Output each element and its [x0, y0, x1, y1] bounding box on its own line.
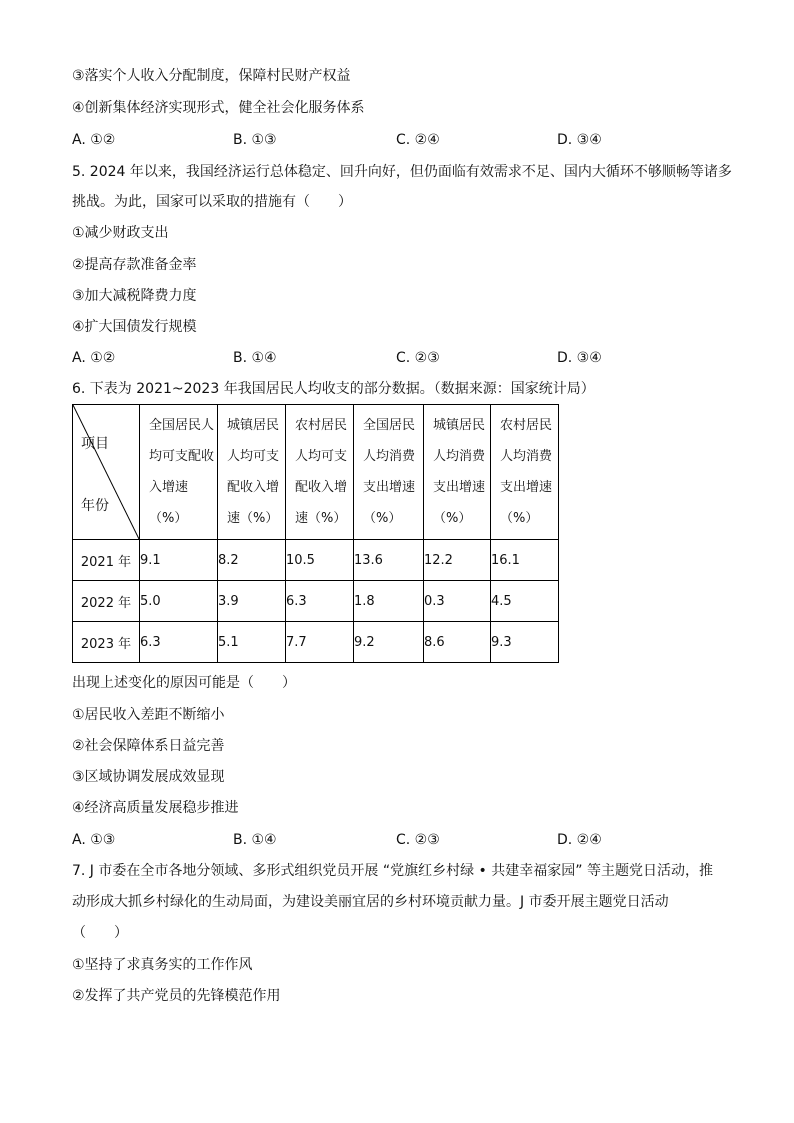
table-value-cell: 9.2 [354, 622, 424, 663]
q4-option-c: C. ②④ [396, 132, 440, 148]
q7-item-1: ①坚持了求真务实的工作作风 [72, 957, 253, 973]
table-row [73, 622, 559, 663]
q7-stem-line-2: 动形成大抓乡村绿化的生动局面，为建设美丽宜居的乡村环境贡献力量。J 市委开展主题党日活动 [72, 894, 669, 910]
q5-option-d: D. ③④ [557, 350, 602, 366]
table-value-cell: 4.5 [491, 581, 559, 622]
table-value-cell: 13.6 [354, 540, 424, 581]
table-header-cell [354, 405, 424, 540]
header-text-line: 入增速 [149, 480, 189, 495]
q4-item-3: ③落实个人收入分配制度，保障村民财产权益 [72, 68, 351, 84]
header-text-line: 速（%） [295, 511, 347, 526]
q6-question: 出现上述变化的原因可能是（ ） [72, 675, 296, 691]
table-year-cell: 2023 年 [73, 622, 140, 663]
header-text-line: 配收入增 [295, 480, 348, 495]
table-row [73, 581, 559, 622]
table-value-cell: 8.6 [424, 622, 491, 663]
table-header-cell [424, 405, 491, 540]
q5-option-a: A. ①② [72, 350, 116, 366]
header-text-line: 人均可支 [227, 449, 280, 464]
header-text-line: 人均消费 [500, 449, 553, 464]
header-text-line: 支出增速 [433, 480, 486, 495]
q7-stem-line-3: （ ） [72, 925, 128, 941]
header-text-line: 全国居民人 [149, 418, 215, 433]
table-value-cell: 7.7 [286, 622, 354, 663]
table-value-cell: 16.1 [491, 540, 559, 581]
q5-stem-line-2: 挑战。为此，国家可以采取的措施有（ ） [72, 194, 352, 210]
income-expenditure-table [72, 404, 559, 663]
table-value-cell: 1.8 [354, 581, 424, 622]
q6-item-1: ①居民收入差距不断缩小 [72, 707, 225, 723]
table-value-cell: 6.3 [286, 581, 354, 622]
q6-stem: 6. 下表为 2021~2023 年我国居民人均收支的部分数据。（数据来源：国家统计局） [72, 381, 595, 397]
table-year-cell: 2022 年 [73, 581, 140, 622]
table-header-cell [286, 405, 354, 540]
q5-stem-line-1: 5. 2024 年以来，我国经济运行总体稳定、回升向好，但仍面临有效需求不足、国内大循环不够顺畅等诸多 [72, 164, 732, 180]
header-text-line: （%） [433, 511, 472, 526]
header-text-line: 支出增速 [500, 480, 553, 495]
header-text-line: 速（%） [227, 511, 279, 526]
header-text-line: 人均消费 [433, 449, 486, 464]
table-value-cell: 3.9 [218, 581, 286, 622]
corner-label-year: 年份 [81, 498, 109, 514]
q5-item-4: ④扩大国债发行规模 [72, 319, 197, 335]
header-text-line: 城镇居民 [227, 418, 280, 433]
header-text-line: 均可支配收 [149, 449, 215, 464]
header-text-line: 全国居民 [363, 418, 416, 433]
q6-item-3: ③区域协调发展成效显现 [72, 769, 225, 785]
table-value-cell: 5.1 [218, 622, 286, 663]
table-header-cell [140, 405, 218, 540]
q6-option-a: A. ①③ [72, 832, 116, 848]
table-value-cell: 0.3 [424, 581, 491, 622]
table-year-cell: 2021 年 [73, 540, 140, 581]
header-text-line: 人均消费 [363, 449, 416, 464]
q5-option-c: C. ②③ [396, 350, 440, 366]
table-value-cell: 12.2 [424, 540, 491, 581]
header-text-line: 农村居民 [295, 418, 348, 433]
q7-item-2: ②发挥了共产党员的先锋模范作用 [72, 988, 281, 1004]
q6-item-2: ②社会保障体系日益完善 [72, 738, 225, 754]
table-header-cell [218, 405, 286, 540]
header-text-line: 支出增速 [363, 480, 416, 495]
table-value-cell: 10.5 [286, 540, 354, 581]
q5-item-2: ②提高存款准备金率 [72, 257, 197, 273]
q5-option-b: B. ①④ [233, 350, 277, 366]
table-value-cell: 9.1 [140, 540, 218, 581]
header-text-line: 人均可支 [295, 449, 348, 464]
header-text-line: 城镇居民 [433, 418, 486, 433]
table-corner-cell [73, 405, 140, 540]
header-text-line: （%） [149, 511, 188, 526]
q6-item-4: ④经济高质量发展稳步推进 [72, 800, 239, 816]
q4-item-4: ④创新集体经济实现形式，健全社会化服务体系 [72, 100, 365, 116]
table-value-cell: 6.3 [140, 622, 218, 663]
header-text-line: （%） [500, 511, 539, 526]
table-row [73, 540, 559, 581]
table-value-cell: 9.3 [491, 622, 559, 663]
q5-item-1: ①减少财政支出 [72, 225, 169, 241]
table-value-cell: 5.0 [140, 581, 218, 622]
q5-item-3: ③加大减税降费力度 [72, 288, 197, 304]
corner-label-item: 项目 [81, 436, 109, 452]
header-text-line: 农村居民 [500, 418, 553, 433]
q6-option-c: C. ②③ [396, 832, 440, 848]
q6-option-b: B. ①④ [233, 832, 277, 848]
table-header-row [73, 405, 559, 540]
table-header-cell [491, 405, 559, 540]
q4-option-a: A. ①② [72, 132, 116, 148]
table-value-cell: 8.2 [218, 540, 286, 581]
corner-diagonal-line [73, 405, 139, 539]
header-text-line: 配收入增 [227, 480, 280, 495]
q6-option-d: D. ②④ [557, 832, 602, 848]
q7-stem-line-1: 7. J 市委在全市各地分领域、多形式组织党员开展 “党旗红乡村绿 • 共建幸福家园” 等主题党日活动，推 [72, 863, 713, 879]
q4-option-b: B. ①③ [233, 132, 277, 148]
q4-option-d: D. ③④ [557, 132, 602, 148]
header-text-line: （%） [363, 511, 402, 526]
